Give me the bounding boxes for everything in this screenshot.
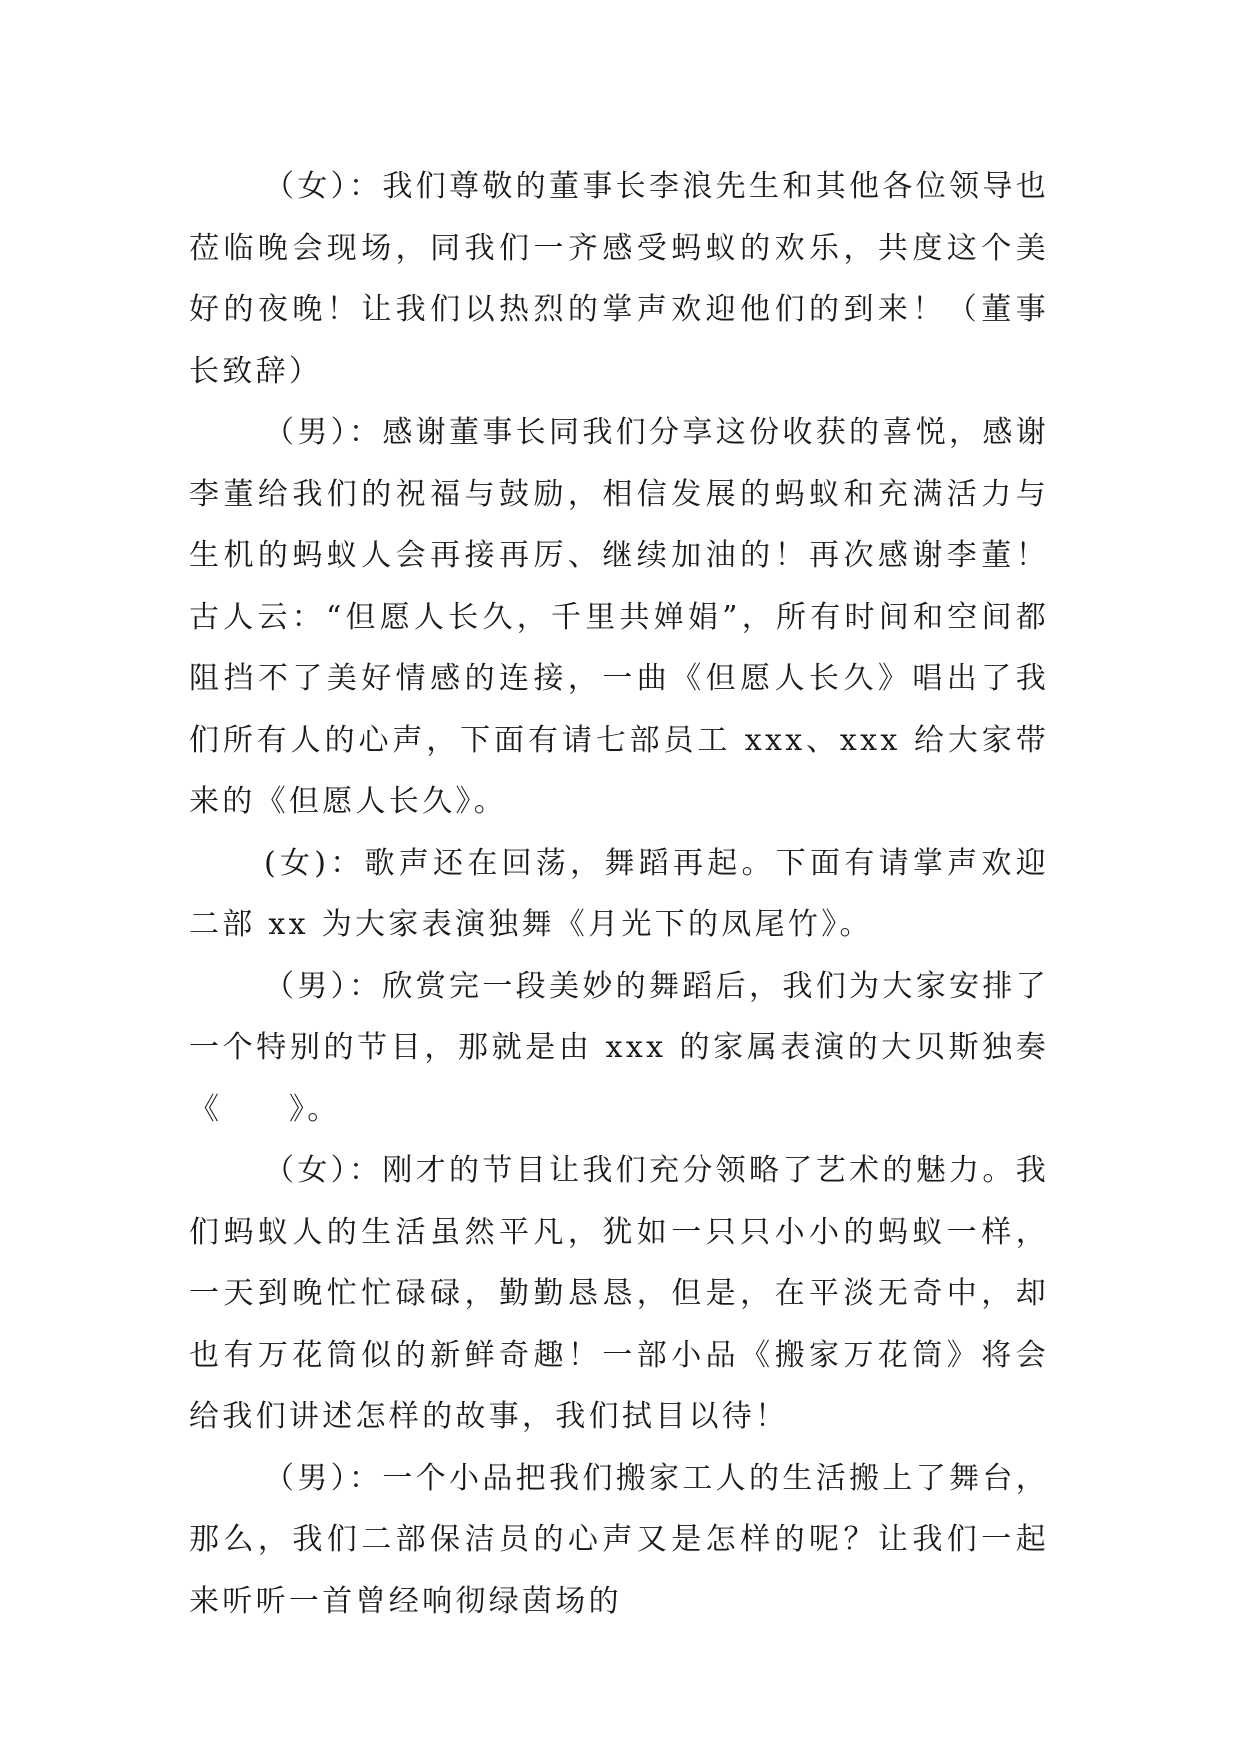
paragraph-female-host-1: （女）：我们尊敬的董事长李浪先生和其他各位领导也莅临晚会现场，同我们一齐感受蚂蚁的欢乐，共度这个美好的夜晚！让我们以热烈的掌声欢迎他们的到来！（董事长致辞）: [189, 169, 1049, 389]
paragraph-male-host-2: （男）：欣赏完一段美妙的舞蹈后，我们为大家安排了一个特别的节目，那就是由 xxx 的家属表演的大贝斯独奏《 》。: [189, 968, 1049, 1127]
paragraph-male-host-3: （男）：一个小品把我们搬家工人的生活搬上了舞台，那么，我们二部保洁员的心声又是怎样的呢？让我们一起来听听一首曾经响彻绿茵场的: [189, 1460, 1049, 1619]
paragraph-male-host-1: （男）：感谢董事长同我们分享这份收获的喜悦，感谢李董给我们的祝福与鼓励，相信发展的蚂蚁和充满活力与生机的蚂蚁人会再接再厉、继续加油的！再次感谢李董！古人云：“但愿人长久，千里共婵娟”，所有时间和空间都阻挡不了美好情感的连接，一曲《但愿人长久》唱出了我们所有人的心声，下面有请七部员工 xxx、xxx 给大家带来的《但愿人长久》。: [189, 415, 1049, 819]
paragraph-female-host-2: (女)：歌声还在回荡，舞蹈再起。下面有请掌声欢迎二部 xx 为大家表演独舞《月光下的凤尾竹》。: [189, 845, 1049, 942]
paragraph-female-host-3: （女）：刚才的节目让我们充分领略了艺术的魅力。我们蚂蚁人的生活虽然平凡，犹如一只只小小的蚂蚁一样，一天到晚忙忙碌碌，勤勤恳恳，但是，在平淡无奇中，却也有万花筒似的新鲜奇趣！一部小品《搬家万花筒》将会给我们讲述怎样的故事，我们拭目以待！: [189, 1153, 1049, 1434]
document-body: [189, 156, 1049, 1632]
